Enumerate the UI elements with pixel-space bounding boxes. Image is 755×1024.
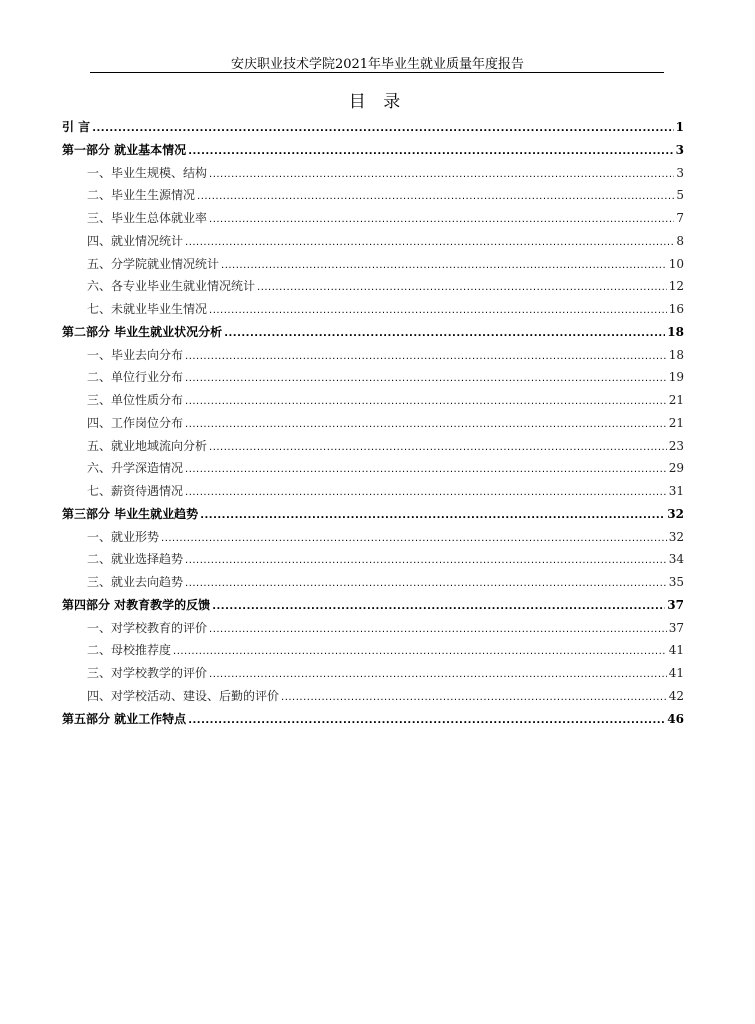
toc-subsection-entry[interactable] [62,230,684,253]
toc-subsection-entry[interactable] [62,571,684,594]
header-rule [90,72,664,73]
toc-entry-label: 六、各专业毕业生就业情况统计 [87,279,256,294]
toc-entry-label: 一、毕业生规模、结构 [87,165,208,180]
toc-dot-leader [281,687,667,710]
toc-entry-page-number: 31 [668,484,684,498]
toc-entry-page-number: 41 [668,666,684,680]
toc-subsection-entry[interactable] [62,275,684,298]
toc-entry-page-number: 34 [668,552,684,567]
toc-subsection-entry[interactable] [62,162,684,185]
toc-entry-label: 三、就业去向趋势 [87,575,184,589]
toc-entry-page-number: 5 [676,188,684,203]
toc-entry-page-number: 3 [676,165,684,180]
toc-dot-leader [200,505,665,528]
toc-entry-page-number: 21 [668,393,684,407]
toc-dot-leader [185,232,674,255]
toc-section-entry[interactable] [62,708,684,731]
toc-dot-leader [185,482,667,505]
toc-entry-label: 引 言 [62,120,91,134]
toc-entry-page-number: 3 [675,142,684,157]
toc-entry-label: 四、工作岗位分布 [87,415,184,430]
toc-subsection-entry[interactable] [62,617,684,640]
toc-entry-label: 六、升学深造情况 [87,461,184,476]
toc-dot-leader [221,255,667,278]
toc-entry-label: 四、就业情况统计 [87,233,184,248]
toc-entry-page-number: 42 [668,688,684,703]
toc-section-entry[interactable] [62,594,684,617]
toc-entry-page-number: 21 [668,415,684,430]
toc-dot-leader [197,186,674,209]
toc-entry-label: 一、就业形势 [87,529,160,544]
toc-entry-label: 第三部分 毕业生就业趋势 [62,506,199,521]
toc-entry-label: 一、对学校教育的评价 [87,620,208,635]
toc-entry-page-number: 23 [668,438,684,453]
toc-dot-leader [209,164,674,187]
toc-entry-page-number: 1 [675,120,684,134]
toc-subsection-entry[interactable] [62,639,684,662]
toc-subsection-entry[interactable] [62,344,684,367]
toc-subsection-entry[interactable] [62,435,684,458]
toc-entry-page-number: 29 [668,461,684,476]
toc-entry-page-number: 46 [667,711,684,726]
toc-dot-leader [185,346,667,369]
toc-entry-label: 第五部分 就业工作特点 [62,711,187,726]
toc-subsection-entry[interactable] [62,526,684,549]
toc-subsection-entry[interactable] [62,184,684,207]
toc-section-entry[interactable] [62,139,684,162]
toc-subsection-entry[interactable] [62,548,684,571]
toc-entry-label: 七、薪资待遇情况 [87,484,184,498]
toc-subsection-entry[interactable] [62,389,684,412]
toc-subsection-entry[interactable] [62,207,684,230]
toc-dot-leader [209,300,667,323]
toc-entry-page-number: 32 [668,529,684,544]
toc-subsection-entry[interactable] [62,480,684,503]
toc-dot-leader [185,414,667,437]
toc-entry-label: 一、毕业去向分布 [87,347,184,362]
toc-entry-page-number: 10 [668,256,684,271]
toc-section-entry[interactable] [62,321,684,344]
toc-dot-leader [188,141,673,164]
toc-dot-leader [185,391,667,414]
toc-dot-leader [224,323,665,346]
toc-entry-label: 三、单位性质分布 [87,393,184,407]
toc-dot-leader [92,118,673,141]
toc-dot-leader [188,710,665,733]
toc-dot-leader [173,641,667,664]
toc-title: 目 录 [348,92,407,112]
toc-dot-leader [161,528,667,551]
toc-dot-leader [212,596,665,619]
toc-subsection-entry[interactable] [62,685,684,708]
toc-dot-leader [185,368,667,391]
toc-subsection-entry[interactable] [62,457,684,480]
toc-dot-leader [257,277,667,300]
toc-entry-page-number: 12 [668,279,684,294]
toc-dot-leader [185,459,667,482]
toc-entry-page-number: 18 [668,347,684,362]
toc-entry-label: 四、对学校活动、建设、后勤的评价 [87,688,280,703]
toc-entry-label: 第四部分 对教育教学的反馈 [62,597,211,612]
toc-section-entry[interactable] [62,116,684,139]
toc-entry-label: 第二部分 毕业生就业状况分析 [62,324,223,339]
toc-dot-leader [209,664,667,687]
toc-entry-label: 三、对学校教学的评价 [87,666,208,680]
toc-entry-label: 二、单位行业分布 [87,370,184,385]
table-of-contents [62,116,684,730]
toc-entry-page-number: 8 [676,233,684,248]
toc-dot-leader [185,550,667,573]
toc-entry-page-number: 32 [667,506,684,521]
toc-entry-page-number: 19 [668,370,684,385]
toc-entry-page-number: 37 [668,620,684,635]
toc-entry-label: 七、未就业毕业生情况 [87,302,208,316]
toc-dot-leader [209,209,674,232]
toc-entry-label: 二、母校推荐度 [87,643,172,658]
toc-dot-leader [185,573,667,596]
toc-subsection-entry[interactable] [62,662,684,685]
toc-entry-page-number: 7 [676,211,684,225]
toc-entry-page-number: 35 [668,575,684,589]
toc-subsection-entry[interactable] [62,298,684,321]
toc-dot-leader [209,437,667,460]
toc-entry-page-number: 37 [667,597,684,612]
toc-entry-label: 二、就业选择趋势 [87,552,184,567]
toc-entry-page-number: 18 [667,324,684,339]
toc-entry-page-number: 41 [668,643,684,658]
toc-entry-page-number: 16 [668,302,684,316]
toc-dot-leader [209,619,667,642]
toc-entry-label: 三、毕业生总体就业率 [87,211,208,225]
running-header: 安庆职业技术学院2021年毕业生就业质量年度报告 [230,57,525,72]
toc-subsection-entry[interactable] [62,366,684,389]
toc-entry-label: 五、分学院就业情况统计 [87,256,220,271]
toc-subsection-entry[interactable] [62,412,684,435]
toc-section-entry[interactable] [62,503,684,526]
toc-entry-label: 五、就业地域流向分析 [87,438,208,453]
toc-subsection-entry[interactable] [62,253,684,276]
toc-entry-label: 第一部分 就业基本情况 [62,142,187,157]
toc-entry-label: 二、毕业生生源情况 [87,188,196,203]
